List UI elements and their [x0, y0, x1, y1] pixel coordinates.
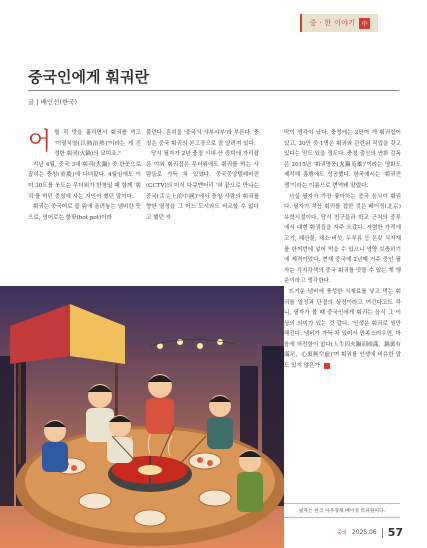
- page-footer: [337, 526, 403, 539]
- lead-text: 릴 적 맛을 흘리면서 훠궈를 먹고 '이열치열(以熱治熱)'이라는 게 진정한 훠궈(火鍋)의 묘미죠.": [54, 130, 141, 158]
- section-badge-label: 중 · 한 이야기: [309, 19, 356, 27]
- article-column-1: [28, 128, 141, 223]
- paragraph: 당시 필자가 2년 충칭 시내 산 중턱에 자리잡은 야외 훠궈집은 무더위에도 훠궈를 먹는 사람들로 가득 차 있었다. 중국중앙텔레비전(CCTV)의 미식 다큐멘터리 '혀 끝으로 만나는 중국(舌尖上的中國)'에서 충칭 사람의 훠궈를 향한 열정을 그 어느 도시와도 비교할 수 없다고 했던 자: [146, 151, 259, 221]
- section-badge-icon: 中: [359, 18, 370, 29]
- paragraph: [284, 287, 401, 372]
- footer-section: 중국: [337, 530, 347, 536]
- page-number: 57: [387, 526, 403, 539]
- footer-divider: [382, 528, 383, 538]
- article-column-2: [146, 128, 259, 223]
- end-mark-icon: [324, 363, 330, 369]
- hotpot-illustration: [0, 286, 284, 548]
- paragraph: 막이 생각이 났다. 충칭에는 2만여 개 훠궈집이 있고, 30만 중 1명은 훠궈와 관련된 직업을 갖고 있다는 믿도 있을 정도다. 충칭 출신의 연화 감독은 2015년 '훠궈영웅(火鍋英雄)'이라는 영화도 제작해 흥행에도 성공했다. 한국에서는 '훠궈전쟁'이라는 이름으로 번역돼 알렸다.: [284, 130, 401, 189]
- paragraph-text: 뜨거운 냄비에 풍성한 식재료를 넣고 먹는 훠궈를 열정과 단결의 상징이라고 여긴다고도 하니, 필자가 볼 때 중국인에게 훠궈는 음식 그 이상의 의미가 있는 것 같다. '인생은 훠궈로 원만해진다. 냄비가 가득 차 있어서 만족스러우면, 마음에 허전함이 없다(人生因火鍋而圓滿，鍋裏有滿足，心裏無空虛)'며 훠궈를 인생에 비유한 말도 있지 않은가.: [284, 288, 401, 370]
- paragraph: 지난 4월, 중국 3대 훠궈(火鍋) 중 한곳으로 꼽히는 충칭(重慶)에 다녀왔다. 4월임에도 이미 30도를 웃도는 무더위가 한창일 때 함께 '훠궈'를 먹던 중칭에 사는 지인이 했던 말이다.: [28, 161, 141, 200]
- footer-date: 2025.06: [351, 529, 377, 536]
- article-column-3: [284, 128, 401, 372]
- article-title: 중국인에게 훠궈란: [28, 68, 150, 86]
- article-byline: 글 | 배인선(한국): [28, 98, 78, 106]
- title-divider: [28, 90, 399, 91]
- paragraph: 불린다. 흔히들 '중국식 샤부샤부'라 부른다. 충칭은 중국 훠궈의 본고장으로 잘 알려져 있다.: [146, 130, 259, 147]
- paragraph: [28, 128, 141, 160]
- paragraph: 훠궈는 중국어로 불 위에 올려놓는 냄비란 뜻으로, 영어로는 핫팟(hot pot)이라: [28, 204, 141, 221]
- dropcap: 어: [28, 127, 52, 155]
- paragraph: 사실 필자가 가장 좋아하는 중국 음식이 훠궈다. 필자가 처음 훠궈를 접한 것은 베이징(北京) 유학시절이다. 당시 친구들과 학교 근처의 중루에서 대형 훠궈집을 자주 오갔다. 저렴한 가격에 고기, 해산물, 채소·버섯, 두부류 등 온갖 식자재를 한꺼번에 넣어 먹을 수 있으니 영양 보충하기에 제격이었다. 현재 중국에 2년째 거주 중인 필자는 각지각색의 중국 훠궈를 맛볼 수 있는 게 행운이라고 생각한다.: [284, 193, 401, 285]
- section-badge: [300, 14, 378, 32]
- author-note: 필자는 한국 아주경제 베이징 특파원이다.: [284, 503, 400, 518]
